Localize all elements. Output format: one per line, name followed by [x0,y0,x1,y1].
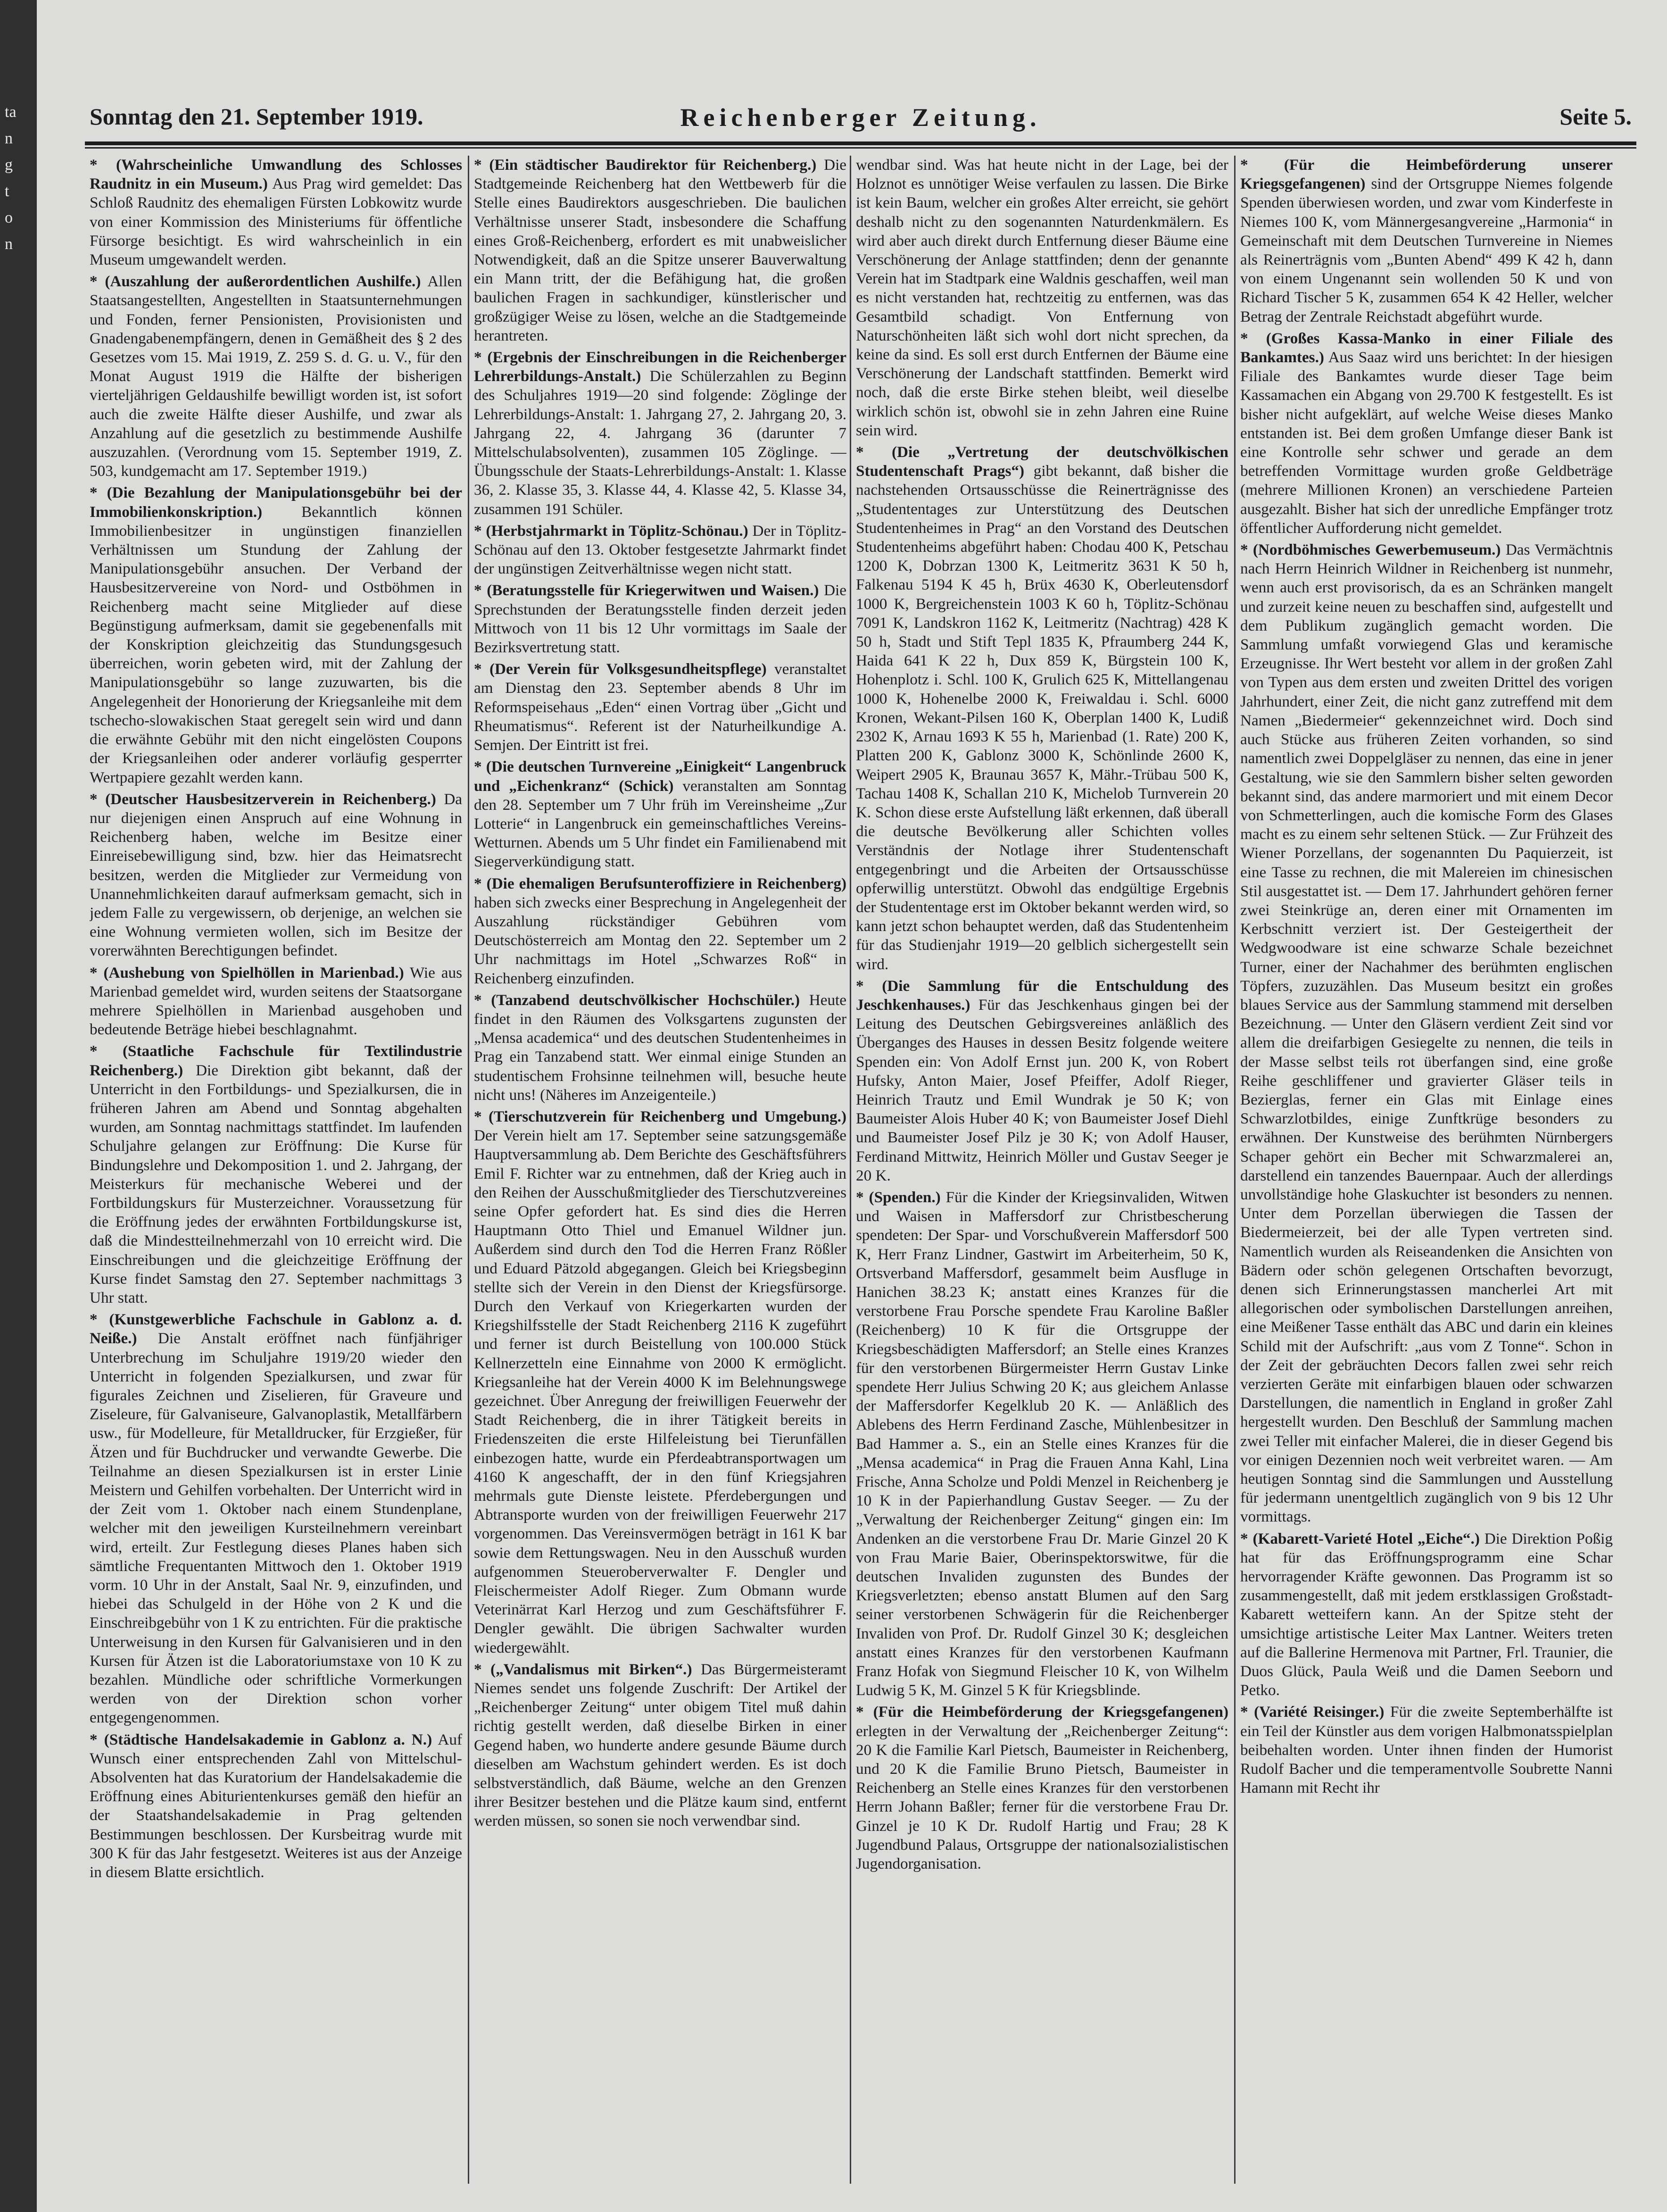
header-rule [85,141,1636,145]
article-asterisk: * [474,349,488,366]
article-asterisk: * [856,977,882,995]
article-title: (Der Verein für Volksgesundheitspflege) [489,660,767,678]
article-body: Die Direktion Poßig hat für das Eröffnungsprogramm eine Schar hervorragender Kräfte gewonnen. Das Programm ist so zusammengestellt, daß mit jedem erstklassigen Großstadt-Kabarett wetteifern kann. An der Spitze steht der umsichtige artistische Leiter Max Lantner. Weiters treten auf die Ballerine Hermenova mit Partner, Frl. Traunier, die Duos Glück, Paula Weiß und die Damen Seeborn und Petko. [1240,1530,1613,1699]
article-body: Für das Jeschkenhaus gingen bei der Leitung des Deutschen Gebirgsvereines anläßlich des Überganges des Hauses in dessen Besitz folgende weitere Spenden ein: Von Adolf Ernst jun. 200 K, von Robert Hufsky, Anton Maier, Josef Pfeiffer, Adolf Rieger, Heinrich Trautz und Emil Wundrak je 50 K; von Baumeister Alois Huber 40 K; von Baumeister Josef Diehl und Baumeister Josef Pilz je 30 K; von Adolf Hauser, Ferdinand Mittwitz, Heinrich Möller und Gustav Seeger je 20 K. [856,996,1228,1184]
column-divider [1234,156,1236,2184]
column-1 [90,156,462,2198]
article-body: Wie aus Marienbad gemeldet wird, wurden seitens der Staatsorgane mehrere Spielhöllen in Marienbad ausgehoben und bedeutende Beträge hiebei beschlagnahmt. [90,964,462,1039]
article [90,964,462,1039]
article-title: (Deutscher Hausbesitzerverein in Reichenberg.) [105,790,436,808]
article [474,874,846,988]
article-body: Auf Wunsch einer entsprechenden Zahl von Mittelschul-Absolventen hat das Kuratorium der Handelsakademie die Eröffnung eines Abiturientenkurses gemäß den hiefür an der Staatshandelsakademie in Prag geltenden Bestimmungen beschlossen. Der Kursbeitrag wurde mit 300 K für das Jahr festgesetzt. Weiteres ist aus der Anzeige in diesem Blatte ersichtlich. [90,1730,462,1881]
newspaper-title: Reichenberger Zeitung. [680,103,1041,132]
column-2 [474,156,846,2198]
article [856,1188,1228,1700]
article-asterisk: * [90,1730,104,1748]
article-title: (Ein städtischer Baudirektor für Reichenberg.) [489,156,817,174]
article-asterisk: * [90,156,116,174]
article-asterisk: * [856,1188,869,1206]
article [856,156,1228,440]
article-asterisk: * [856,1703,873,1721]
article-title: (Beratungsstelle für Kriegerwitwen und Waisen.) [487,582,819,599]
article-title: (Die Sammlung für die Entschuldung des Jeschkenhauses.) [856,977,1228,1014]
article-body: Die Stadtgemeinde Reichenberg hat den Wettbewerb für die Stelle eines Baudirektors ausgeschrieben. Die baulichen Verhältnisse unserer Stadt, insbesondere die Schaffung eines Groß-Reichenberg, erfordert es mit unabweislicher Notwendigkeit, daß an die Spitze unserer Bauverwaltung ein Mann tritt, der die Befähigung hat, die großen baulichen Fragen in sachkundiger, künstlerischer und großzügiger Weise zu lösen, welche an die Stadtgemeinde herantreten. [474,156,846,344]
article [474,1107,846,1657]
article-asterisk: * [474,660,489,678]
article-asterisk: * [90,790,106,808]
article [474,1660,846,1831]
column-divider [468,156,469,2184]
article-body: veranstalten am Sonntag den 28. September um 7 Uhr früh im Vereinsheime „Zur Lotterie“ in Langenbruck ein gemeinschaftliches Vereins-Wetturnen. Abends um 5 Uhr findet ein Familienabend mit Siegerverkündigung statt. [474,777,846,871]
article-title: (Die ehemaligen Berufsunteroffiziere in Reichenberg) [486,874,846,892]
article [474,522,846,579]
article-title: (Wahrscheinliche Umwandlung des Schlosses Raudnitz in ein Museum.) [90,156,462,193]
article-title: (Auszahlung der außerordentlichen Aushilfe.) [105,273,421,291]
header-rule-thin [85,147,1636,149]
article [856,1703,1228,1873]
article-asterisk: * [90,1311,109,1329]
article-body: Heute findet in den Räumen des Volksgartens zugunsten der „Mensa academica“ und des deutschen Studentenheimes in Prag ein Tanzabend statt. Wer einmal einige Stunden an studentischem Frohsinne teilnehmen will, besuche heute nicht uns! (Näheres im Anzeigenteile.) [474,991,846,1104]
article-title: (Tierschutzverein für Reichenberg und Umgebung.) [488,1107,846,1125]
article-body: Das Vermächtnis nach Herrn Heinrich Wildner in Reichenberg ist nunmehr, wenn auch erst provisorisch, da es an Schränken mangelt und zurzeit keine neuen zu beschaffen sind, aufgestellt und dem Publikum zugänglich gemacht worden. Die Sammlung umfaßt vorwiegend Glas und keramische Erzeugnisse. Ihr Wert besteht vor allem in der großen Zahl von Typen aus dem ersten und zweiten Drittel des vorigen Jahrhundert, einer Zeit, die nicht ganz zutreffend mit dem Namen „Biedermeier“ gekennzeichnet wird. Doch sind auch Stücke aus früheren Zeiten vorhanden, so sind namentlich zwei Doppelgläser zu nennen, das eine in jener Gestaltung, wie sie den Sammlern bisher selten geworden bekannt sind, das andere marmoriert und mit einem Decor von Schmetterlingen, auch die komische Form des Glases macht es zu einem sehr seltenen Stück. — Zur Frühzeit des Wiener Porzellans, der sogenannten Du Paquierzeit, ist eine Tasse zu rechnen, die mit Malereien im chinesischen Stil ausgestattet ist. — Dem 17. Jahrhundert gehören ferner zwei Steinkrüge an, deren einer mit Ornamenten im Kerbschnitt verziert ist. Der Gesteigertheit der Wedgwoodware ist eine schwarze Schale bezeichnet Turner, einer der Nachahmer des berühmten englischen Töpfers, zuzuzählen. Das Museum besitzt ein großes blaues Service aus der Sammlung stammend mit derselben Bezeichnung. — Unter den Gläsern verdient Zeit sind vor allem die dreifarbigen Gesiegelte zu nennen, die teils in der Masse selbst teils rot überfangen sind, eine große Reihe geschliffener und gravierter Gläser teils in Bezierglas, ferner ein Glas mit Einlage eines Schwarzlotbildes, einige Zunftkrüge besonders zu erwähnen. Der Kunstweise des berühmten Nürnbergers Schaper gehört ein Becher mit Schwarzmalerei an, darstellend ein tanzendes Bauernpaar. Auch der allerdings unvollständige hohe Glaskuchter ist besonders zu nennen. Unter dem Porzellan überwiegen die Tassen der Biedermeierzeit, bei der alle Typen vertreten sind. Namentlich wurden als Reiseandenken die Ansichten von Bädern oder schön gelegenen Ortschaften bevorzugt, denen sich Erinnerungstassen mancherlei Art mit allegorischen oder symbolischen Darstellungen anreihen, eine Meißener Tasse enthält das ABC und darin ein kleines Schild mit der Aufschrift: „aus vom Z Tonne“. Schon in der Zeit der gebräuchten Decors fallen zwei sehr reich verzierten Geräte mit einfarbigen blauen oder schwarzen Darstellungen, die namentlich in England in großer Zahl hergestellt wurden. Den Beschluß der Sammlung machen zwei Teller mit einfacher Malerei, die in dieser Gegend bis vor einigen Dezennien noch weit verbreitet waren. — Am heutigen Sonntag sind die Sammlungen und Ausstellung für jedermann unentgeltlich zugänglich von 9 bis 12 Uhr vormittags. [1240,541,1613,1526]
article-asterisk: * [474,1660,491,1678]
article-title: (Kabarett-Varieté Hotel „Eiche“.) [1252,1530,1480,1547]
article-asterisk: * [856,443,892,461]
article-title: (Für die Heimbeförderung unserer Kriegsgefangenen) [1240,156,1613,193]
column-divider [850,156,851,2184]
article-body: Für die Kinder der Kriegsinvaliden, Witwen und Waisen in Maffersdorf zur Christbescherung spendeten: Der Spar- und Vorschußverein Maffersdorf 500 K, Herr Franz Lindner, Gastwirt im Arbeiterheim, 50 K, Ortsverband Maffersdorf, gesammelt beim Ausfluge in Hanichen 38.23 K; anstatt eines Kranzes für die verstorbene Frau Porsche spendete Frau Karoline Baßler (Reichenberg) 10 K für die Ortsgruppe der Kriegsbeschädigten Maffersdorf; an Stelle eines Kranzes für den verstorbenen Bürgermeister Herrn Gustav Linke spendete Herr Julius Schwing 20 K; aus gleichem Anlasse der Maffersdorfer Kegelklub 20 K. — Anläßlich des Ablebens des Herrn Ferdinand Zasche, Mühlenbesitzer in Bad Hammer a. S., ein an Stelle eines Kranzes für die „Mensa academica“ in Prag die Frauen Anna Kahl, Lina Frische, Anna Scholze und Poldi Menzel in Reichenberg je 10 K in der Papierhandlung Gustav Seeger. — Zu der „Verwaltung der Reichenberger Zeitung“ gingen ein: Im Andenken an die verstorbene Frau Dr. Marie Ginzel 20 K von Frau Marie Baier, Oberinspektorswitwe, für die deutschen Invaliden zugunsten des Bundes der Kriegsverletzten; ebenso anstatt Blumen auf den Sarg seiner verstorbenen Schwägerin für die Reichenberger Invaliden von Prof. Dr. Rudolf Ginzel 30 K; desgleichen anstatt eines Kranzes für den verstorbenen Kaufmann Franz Hofak von Siegmund Fleischer 10 K, von Wilhelm Ludwig 5 K, M. Ginzel 5 K für Kriegsblinde. [856,1188,1228,1699]
article-asterisk: * [474,156,489,174]
article-body: Der in Töplitz-Schönau auf den 13. Oktober festgesetzte Jahrmarkt findet der ungünstigen Zeitverhältnisse wegen nicht statt. [474,522,846,578]
article-title: (Die Bezahlung der Manipulationsgebühr bei der Immobilienkonskription.) [90,484,462,521]
article-asterisk: * [1240,156,1284,174]
article [474,757,846,871]
article-asterisk: * [474,874,487,892]
article-title: (Ergebnis der Einschreibungen in die Reichenberger Lehrerbildungs-Anstalt.) [474,349,846,385]
article [474,348,846,519]
article-title: (Großes Kassa-Manko in einer Filiale des Bankamtes.) [1240,329,1613,366]
article-title: (Die deutschen Turnvereine „Einigkeit“ Langenbruck und „Eichenkranz“ (Schick) [474,758,846,795]
article-body: Das Bürgermeisteramt Niemes sendet uns folgende Zuschrift: Der Artikel der „Reichenberger Zeitung“ unter obigem Titel muß dahin richtig gestellt werden, daß dieselbe Birken in einer Gegend haben, wo hunderte andere gesunde Bäume durch dieselben am Wachstum gehindert werden. Es ist doch selbstverständlich, daß Bäume, welche an den Grenzen ihrer Besitzer bestehen und die Plätze kaum sind, entfernt werden müssen, so sonen sie noch verwendbar sind. [474,1660,846,1830]
article-body: Die Sprechstunden der Beratungsstelle finden derzeit jeden Mittwoch von 11 bis 12 Uhr vormittags im Saale der Bezirksvertretung statt. [474,582,846,657]
article [474,581,846,657]
column-3 [856,156,1228,2198]
article [90,1310,462,1727]
scan-margin [0,0,37,2212]
article-asterisk: * [90,484,107,502]
article-body: Die Schülerzahlen zu Beginn des Schuljahres 1919—20 sind folgende: Zöglinge der Lehrerbildungs-Anstalt: 1. Jahrgang 27, 2. Jahrgang 20, 3. Jahrgang 22, 4. Jahrgang 36 (darunter 7 Mittelschulabsolventen), zusammen 105 Zöglinge. — Übungsschule der Staats-Lehrerbildungs-Anstalt: 1. Klasse 36, 2. Klasse 35, 3. Klasse 44, 4. Klasse 42, 5. Klasse 34, zusammen 191 Schüler. [474,367,846,518]
article-asterisk: * [474,522,486,540]
article [1240,1530,1613,1700]
article-asterisk: * [1240,1530,1253,1547]
article-body: Für die zweite Septemberhälfte ist ein Teil der Künstler aus dem vorigen Halbmonatsspielplan beibehalten worden. Unter ihnen finden der Humorist Rudolf Bacher und die temperamentvolle Soubrette Nanni Hamann mit Recht ihr [1240,1703,1613,1797]
article-title: (Aushebung von Spielhöllen in Marienbad.) [103,964,404,981]
article-title: (Die „Vertretung der deutschvölkischen Studentenschaft Prags“) [856,443,1228,480]
article-body: Bekanntlich können Immobilienbesitzer in ungünstigen finanziellen Verhältnissen um Stundung der Zahlung der Manipulationsgebühr ansuchen. Der Verband der Hausbesitzervereine von Nord- und Ostböhmen in Reichenberg macht seine Mitglieder auf diese Begünstigung aufmerksam, damit sie gegebenenfalls mit der Konskription gleichzeitig das Stundungsgesuch überreichen, worin gebeten wird, mit der Zahlung der Manipulationsgebühr so lange zuzuwarten, bis die Angelegenheit der Honorierung der Kriegsanleihe mit dem tschecho-slowakischen Staat geregelt sein wird und dann die erwähnte Gebühr mit den nicht eingelösten Coupons der Kriegsanleihen oder anderer vorläufig gesperrter Wertpapiere gezahlt werden kann. [90,503,462,786]
article-title: („Vandalismus mit Birken“.) [490,1660,692,1678]
article-asterisk: * [1240,541,1253,559]
article [90,272,462,481]
article [90,1730,462,1882]
article [474,156,846,345]
article-title: (Variété Reisinger.) [1254,1703,1385,1721]
article-asterisk: * [1240,1703,1254,1721]
article-title: (Staatliche Fachschule für Textilindustrie Reichenberg.) [90,1042,462,1079]
article-body: haben sich zwecks einer Besprechung in Angelegenheit der Auszahlung rückständiger Gebühren vom Deutschösterreich am Montag den 22. September um 2 Uhr nachmittags im Hotel „Schwarzes Roß“ in Reichenberg einzufinden. [474,893,846,987]
article [90,1042,462,1307]
article [1240,156,1613,326]
page-header [90,103,1632,136]
article-body: sind der Ortsgruppe Niemes folgende Spenden überwiesen worden, und zwar vom Kinderfeste in Niemes 100 K, vom Männergesangvereine „Harmonia“ in Gemeinschaft mit dem Deutschen Turnvereine in Niemes als Reinerträgnis vom „Bunten Abend“ 499 K 42 h, dann von einem Ungenannt sein wollenden 50 K und von Richard Tischer 5 K, zusammen 654 K 42 Heller, welcher Betrag der Zentrale Reichstadt abgeführt wurde. [1240,175,1613,325]
article-asterisk: * [474,582,487,599]
article-asterisk: * [474,1107,489,1125]
article-title: (Städtische Handelsakademie in Gablonz a. N.) [104,1730,432,1748]
article-title: (Tanzabend deutschvölkischer Hochschüler.) [491,991,800,1009]
article-body: Allen Staatsangestellten, Angestellten in Staatsunternehmungen und Fonden, ferner Pensionisten, Provisionisten und Gnadengabenempfängern, denen in Gemäßheit des § 2 des Gesetzes vom 15. Mai 1919, Z. 259 S. d. G. u. V., für den Monat August 1919 die Hälfte der bisherigen vierteljährigen Geldaushilfe bewilligt worden ist, ist sofort auch die zweite Hälfte dieser Aushilfe, und zwar als Anzahlung auf die gesetzlich zu bestimmende Aushilfe auszuzahlen. (Verordnung vom 15. September 1919, Z. 503, kundgemacht am 17. September 1919.) [90,273,462,480]
article [1240,329,1613,538]
article-asterisk: * [1240,329,1266,347]
article-asterisk: * [474,758,486,776]
column-4 [1240,156,1613,2198]
article-title: (Für die Heimbeförderung der Kriegsgefangenen) [873,1703,1228,1721]
article-asterisk: * [90,964,104,981]
article [474,660,846,755]
article-body: gibt bekannt, daß bisher die nachstehenden Ortsausschüsse die Reinerträgnisse des „Studententages zur Unterstützung des Deutschen Studentenheimes in Prag“ an den Vorstand des Deutschen Studentenheims abgeführt haben: Chodau 400 K, Petschau 1200 K, Dobrzan 1300 K, Leitmeritz 3631 K 50 h, Falkenau 5194 K 45 h, Brüx 4630 K, Oberleutensdorf 1000 K, Bergreichenstein 1003 K 60 h, Töplitz-Schönau 7091 K, Landskron 1162 K, Leitmeritz (Nachtrag) 428 K 50 h, Stadt und Stift Tepl 1835 K, Pfraumberg 244 K, Haida 641 K 22 h, Dux 859 K, Bürgstein 100 K, Hohenplotz i. Schl. 100 K, Grulich 625 K, Mittellangenau 1000 K, Hohenelbe 2000 K, Freiwaldau i. Schl. 6000 Kronen, Wekant-Pilsen 160 K, Oberplan 1400 K, Ludiß 2302 K, Arnau 1693 K 55 h, Marienbad (1. Rate) 200 K, Platten 200 K, Gablonz 3000 K, Schönlinde 2600 K, Weipert 2905 K, Braunau 3657 K, Mähr.-Trübau 500 K, Tachau 1408 K, Schallan 210 K, Michelob Turnverein 20 K. Schon diese erste Aufstellung läßt erkennen, daß überall die deutsche Bevölkerung aller Schichten volles Verständnis der Notlage ihrer Studentenschaft entgegenbringt und die Arbeiten der Ortsausschüsse opferwillig unterstützt. Obwohl das endgültige Ergebnis der Studententage erst im Oktober bekannt werden wird, so kann jetzt schon behauptet werden, daß das Studentenheim für das Studienjahr 1919—20 gelblich sichergestellt sein wird. [856,462,1228,973]
article [474,991,846,1105]
article-body: wendbar sind. Was hat heute nicht in der Lage, bei der Holznot es unnötiger Weise verfaulen zu lassen. Die Birke ist kein Baum, welcher ein großes Alter erreicht, sie gehört deshalb nicht zu den sogenannten Naturdenkmälern. Es wird aber auch direkt durch Entfernung dieser Bäume eine Verschönerung der Anlage stattfinden; denn der genannte Verein hat im Stadtpark eine Waldnis geschaffen, weil man es nicht verstanden hat, rechtzeitig zu entfernen, was das Gesamtbild schadigt. Von Entfernung von Naturschönheiten läßt sich wohl dort nicht sprechen, da keine da sind. Es soll erst durch Entfernen der Bäume eine Verschönerung der Landschaft stattfinden. Bemerkt wird noch, daß die erste Birke stehen bleibt, weil dieselbe wirklich schön ist, obwohl sie in zehn Jahren eine Ruine sein wird. [856,156,1228,439]
article-body: veranstaltet am Dienstag den 23. September abends 8 Uhr im Reformspeisehaus „Eden“ einen Vortrag über „Gicht und Rheumatismus“. Referent ist der Naturheilkundige A. Semjen. Der Eintritt ist frei. [474,660,846,754]
article-body: Aus Saaz wird uns berichtet: In der hiesigen Filiale des Bankamtes wurde dieser Tage beim Kassamachen ein Abgang von 29.700 K festgestellt. Es ist bisher nicht aufgeklärt, auf welche Weise dieses Manko entstanden ist. Bei dem großen Umfange dieser Bank ist eine Kontrolle sehr schwer und gerade an dem betreffenden Vormittage wurden große Geldbeträge (mehrere Millionen Kronen) an verschiedene Parteien ausgezahlt. Bisher hat sich der unredliche Empfänger trotz öffentlicher Aufforderung nicht gemeldet. [1240,349,1613,537]
article-body: Die Anstalt eröffnet nach fünfjähriger Unterbrechung im Schuljahre 1919/20 wieder den Unterricht in folgenden Spezialkursen, und zwar für figurales Zeichnen und Ziselieren, für Graveure und Ziseleure, für Galvaniseure, Galvanoplastik, Metallfärbern usw., für Modelleure, für Metalldrucker, für Erzgießer, für Ätzen und für Buchdrucker und verwandte Gewerbe. Die Teilnahme an diesen Spezialkursen ist in erster Linie Meistern und Gehilfen vorbehalten. Der Unterricht wird in der Zeit vom 1. Oktober nach einem Stundenplane, welcher mit den jeweiligen Kursteilnehmern vereinbart wird, erteilt. Zur Festlegung dieses Planes haben sich sämtliche Frequentanten Mittwoch den 1. Oktober 1919 vorm. 10 Uhr in der Anstalt, Saal Nr. 9, einzufinden, und hiebei das Schulgeld in der Höhe von 2 K und die Einschreibgebühr von 1 K zu entrichten. Für die praktische Unterweisung in den Kursen für Galvanisieren und in den Kursen für Ätzen ist die Laboratoriumstaxe von 10 K zu bezahlen. Mündliche oder schriftliche Vormerkungen werden von der Direktion schon vorher entgegengenommen. [90,1330,462,1727]
margin-letters: ta n g t o n [5,103,17,253]
article [90,156,462,269]
article-body: Da nur diejenigen einen Anspruch auf eine Wohnung in Reichenberg haben, welche im Besitze einer Einreisebewilligung sind, bzw. hier das Heimatsrecht besitzen, werden die Mitglieder zur Vermeidung von Unannehmlichkeiten darauf aufmerksam gemacht, sich in jedem Falle zu vergewissern, ob derjenige, an welchen sie eine Wohnung vermieten wollen, sich im Besitze der vorerwähnten Berechtigungen befindet. [90,790,462,960]
article-body: Der Verein hielt am 17. September seine satzungsgemäße Hauptversammlung ab. Dem Berichte des Geschäftsführers Emil F. Richter war zu entnehmen, daß der Krieg auch in den Reihen der Ausschußmitglieder des Tierschutzvereines seine Opfer gefordert hat. Es sind dies die Herren Hauptmann Otto Thiel und Emanuel Wildner jun. Außerdem sind durch den Tod die Herren Franz Rößler und Eduard Pätzold abgegangen. Gleich bei Kriegsbeginn stellte sich der Verein in den Dienst der Kriegsfürsorge. Durch den Verkauf von Kriegerkarten wurden der Kriegshilfsstelle der Stadt Reichenberg 2116 K zugeführt und ferner ist durch Beistellung von 100.000 Stück Kellnerzetteln eine Einnahme von 2000 K ermöglicht. Kriegsanleihe hat der Verein 4000 K im Belehnungswege gezeichnet. Über Anregung der freiwilligen Feuerwehr der Stadt Reichenberg, die in ihrer Tätigkeit bereits in Friedenszeiten die erste Hilfeleistung bei Tierunfällen einbezogen hatte, wurde ein Pferdeabtransportwagen um 4160 K angeschafft, der in den fünf Kriegsjahren mehrmals gute Dienste leistete. Pferdebergungen und Abtransporte wurden von der freiwilligen Feuerwehr 217 vorgenommen. Das Vereinsvermögen beträgt in 161 K bar sowie dem Rettungswagen. Neu in den Ausschuß wurden aufgenommen Steueroberverwalter F. Dengler und Fleischermeister Adolf Rieger. Zum Obmann wurde Veterinärrat Karl Herzog und zum Geschäftsführer F. Dengler gewählt. Die übrigen Sachwalter wurden wiedergewählt. [474,1127,846,1656]
article [856,977,1228,1185]
article [90,483,462,787]
article-body: Die Direktion gibt bekannt, daß der Unterricht in den Fortbildungs- und Spezialkursen, die in früheren Jahren am Abend und Sonntag abgehalten wurden, am Sonntag nachmittags stattfindet. Im laufenden Schuljahre gelangen zur Eröffnung: Die Kurse für Bindungslehre und Dekomposition 1. und 2. Jahrgang, der Meisterkurs für mechanische Weberei und der Fortbildungskurs für Musterzeichner. Voraussetzung für die Eröffnung jedes der erwähnten Fortbildungskurse ist, daß die Mindestteilnehmerzahl von 10 erreicht wird. Die Einschreibungen und die gleichzeitige Eröffnung der Kurse findet Samstag den 27. September nachmittags 3 Uhr statt. [90,1061,462,1306]
article [856,443,1228,974]
article-body: erlegten in der Verwaltung der „Reichenberger Zeitung“: 20 K die Familie Karl Pietsch, Baumeister in Reichenberg, und 20 K die Familie Bruno Pietsch, Baumeister in Reichenberg an Stelle eines Kranzes für den verstorbenen Herrn Johann Baßler; ferner für die verstorbene Frau Dr. Ginzel je 10 K Dr. Rudolf Hartig und Frau; 28 K Jugendbund Palaus, Ortsgruppe der nationalsozialistischen Jugendorganisation. [856,1722,1228,1873]
article-title: (Spenden.) [869,1188,941,1206]
article [1240,541,1613,1527]
page-number: Seite 5. [1559,103,1632,130]
article-title: (Herbstjahrmarkt in Töplitz-Schönau.) [486,522,748,540]
article-title: (Nordböhmisches Gewerbemuseum.) [1252,541,1501,559]
article-title: (Kunstgewerbliche Fachschule in Gablonz a. d. Neiße.) [90,1311,462,1347]
article [1240,1703,1613,1797]
article-asterisk: * [90,273,105,291]
article-asterisk: * [474,991,491,1009]
article [90,790,462,961]
header-date: Sonntag den 21. September 1919. [90,103,423,130]
article-body: Aus Prag wird gemeldet: Das Schloß Raudnitz des ehemaligen Fürsten Lobkowitz wurde von einer Kommission des Ministeriums für öffentliche Fürsorge besichtigt. Es wird wahrscheinlich in ein Museum umgewandelt werden. [90,175,462,269]
article-asterisk: * [90,1042,123,1060]
